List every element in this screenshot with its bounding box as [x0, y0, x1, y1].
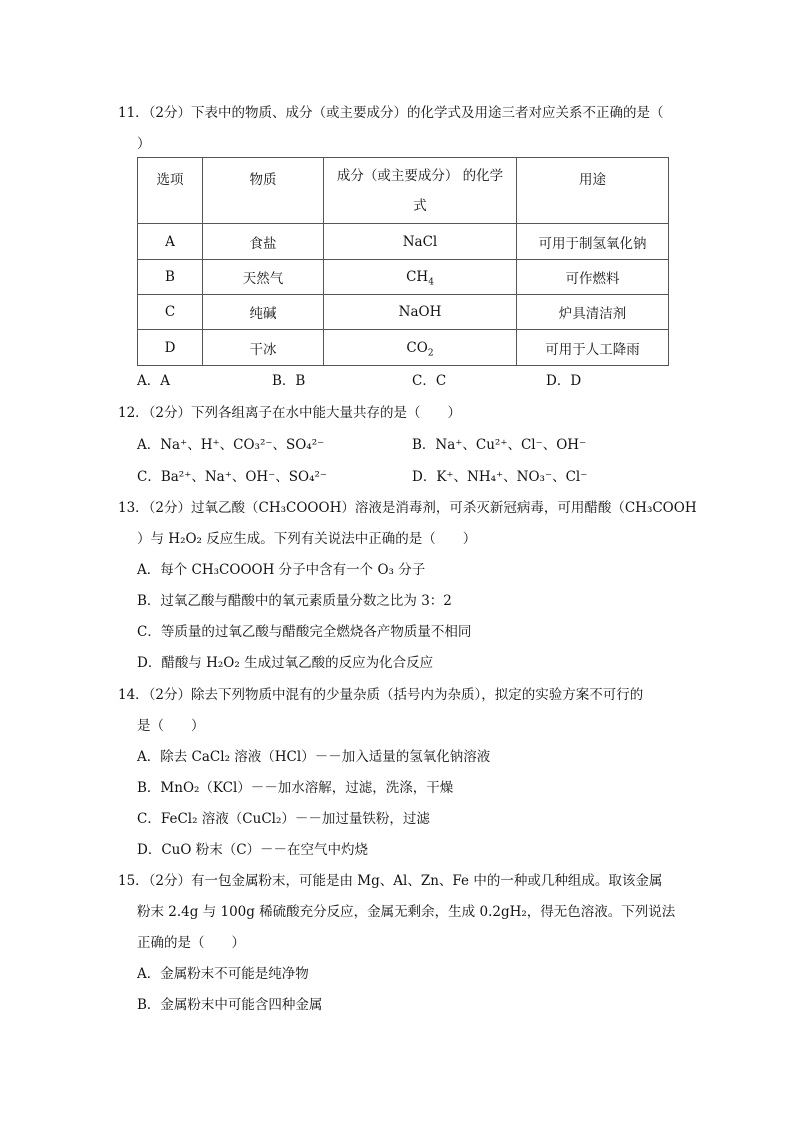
row-option: D	[138, 330, 203, 366]
header-use: 用途	[517, 158, 669, 224]
q12-option-c: C．Ba²⁺、Na⁺、OH⁻、SO₄²⁻	[137, 469, 328, 485]
q11-answer-a: A．A	[137, 373, 170, 389]
q15-stem-line1: 15．（2分）有一包金属粉末，可能是由 Mg、Al、Zn、Fe 中的一种或几种组成。取该金属	[118, 873, 663, 889]
row-formula: NaCl	[324, 224, 517, 260]
row-substance: 干冰	[203, 330, 324, 366]
row-formula	[324, 330, 517, 366]
row-use: 可作燃料	[517, 260, 669, 295]
formula-main: CH	[406, 269, 429, 285]
q13-stem-line1: 13．（2分）过氧乙酸（CH₃COOOH）溶液是消毒剂，可杀灭新冠病毒，可用醋酸（CH₃COOH	[118, 500, 697, 516]
row-use: 炉具清洁剂	[517, 295, 669, 330]
q13-stem-line2: ）与 H₂O₂ 反应生成。下列有关说法中正确的是（ ）	[137, 531, 477, 547]
row-use: 可用于人工降雨	[517, 330, 669, 366]
row-formula	[324, 260, 517, 295]
row-option: A	[138, 224, 203, 260]
formula-main: CO	[406, 339, 428, 356]
formula-subscript: 4	[428, 277, 434, 288]
q14-stem-line2: 是（ ）	[137, 718, 205, 734]
q14-option-a: A．除去 CaCl₂ 溶液（HCl）－－加入适量的氢氧化钠溶液	[137, 749, 491, 765]
q14-option-d: D．CuO 粉末（C）－－在空气中灼烧	[137, 842, 369, 858]
q13-option-d: D．醋酸与 H₂O₂ 生成过氧乙酸的反应为化合反应	[137, 655, 434, 671]
row-formula: NaOH	[324, 295, 517, 330]
q14-option-b: B．MnO₂（KCl）－－加水溶解，过滤，洗涤，干燥	[137, 780, 454, 796]
q11-answer-d: D．D	[546, 373, 582, 389]
row-substance: 食盐	[203, 224, 324, 260]
q12-option-d: D．K⁺、NH₄⁺、NO₃⁻、Cl⁻	[412, 469, 588, 485]
q12-stem: 12．（2分）下列各组离子在水中能大量共存的是（ ）	[118, 405, 462, 421]
header-option: 选项	[138, 158, 203, 224]
q14-stem-line1: 14．（2分）除去下列物质中混有的少量杂质（括号内为杂质），拟定的实验方案不可行的	[118, 687, 644, 703]
header-formula-line2: 式	[413, 197, 427, 214]
table-header-row	[138, 158, 669, 224]
table-row	[138, 224, 669, 260]
q14-option-c: C．FeCl₂ 溶液（CuCl₂）－－加过量铁粉，过滤	[137, 811, 430, 827]
row-option: C	[138, 295, 203, 330]
row-substance: 纯碱	[203, 295, 324, 330]
table-row	[138, 295, 669, 330]
q15-stem-line3: 正确的是（ ）	[137, 935, 245, 951]
header-formula	[324, 158, 517, 224]
table-row	[138, 330, 669, 366]
q12-option-b: B．Na⁺、Cu²⁺、Cl⁻、OH⁻	[412, 437, 587, 453]
q13-option-a: A．每个 CH₃COOOH 分子中含有一个 O₃ 分子	[137, 562, 426, 578]
header-formula-line1: 成分（或主要成分） 的化学	[336, 167, 504, 184]
q15-option-a: A．金属粉末不可能是纯净物	[137, 966, 309, 982]
row-substance: 天然气	[203, 260, 324, 295]
q11-stem-line2: ）	[137, 136, 151, 152]
header-substance: 物质	[203, 158, 324, 224]
q13-option-c: C．等质量的过氧乙酸与醋酸完全燃烧各产物质量不相同	[137, 624, 472, 640]
row-use: 可用于制氢氧化钠	[517, 224, 669, 260]
table-row	[138, 260, 669, 295]
q15-option-b: B．金属粉末中可能含四种金属	[137, 997, 323, 1013]
q11-stem-line1: 11．（2分）下表中的物质、成分（或主要成分）的化学式及用途三者对应关系不正确的是（	[118, 105, 664, 121]
row-option: B	[138, 260, 203, 295]
q11-answer-c: C．C	[412, 373, 447, 389]
formula-subscript: 2	[427, 348, 434, 359]
q11-table	[137, 157, 669, 366]
q11-answer-b: B．B	[272, 373, 306, 389]
q13-option-b: B．过氧乙酸与醋酸中的氧元素质量分数之比为 3：2	[137, 593, 452, 609]
q15-stem-line2: 粉末 2.4g 与 100g 稀硫酸充分反应，金属无剩余，生成 0.2gH₂，得无色溶液。下列说法	[137, 904, 676, 920]
q12-option-a: A．Na⁺、H⁺、CO₃²⁻、SO₄²⁻	[137, 437, 325, 453]
